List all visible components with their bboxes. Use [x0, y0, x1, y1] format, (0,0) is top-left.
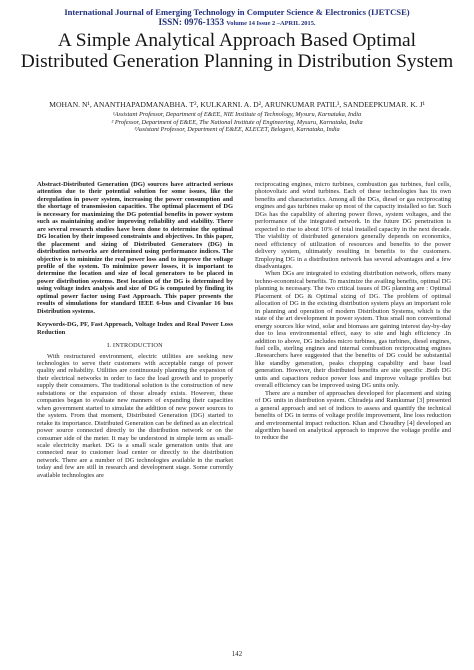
introduction-paragraph: With restructured environment, electric utilities are seeking new technologies to serve their customers with acceptable range of power quality and reliability. Utilities are continuously planning the expansion of their electrical networks in order to face the load growth and to properly supply their consumers. The traditional solution is the construction of new substations or the expansion of those already exists. However, these companies began to evaluate new manners of expanding their capacities when government started to simulate the addition of new power sources to the system. From that moment, Distributed Generation (DG) started to retake its importance. Distributed Generation can be defined as an electrical power source connected directly to the distribution network or on the consumer side of the meter. It may be understood in simple term as small-scale electricity market. DG is a small scale generation units that are connected near to customer load center or directly to the distribution network. There are a number of DG technologies available in the market today and few are still in research and development stage. Some currently available technologies are	[37, 352, 233, 479]
author-list: MOHAN. N¹, ANANTHAPADMANABHA. T², KULKARNI. A. D², ARUNKUMAR PATIL³, SANDEEPKUMAR. K. J¹	[49, 100, 425, 109]
journal-issue-line	[0, 17, 474, 29]
journal-issn: ISSN: 0976-1353	[158, 17, 225, 27]
body-paragraph-3: There are a number of approaches developed for placement and sizing of DG units in distribution system. Chiradeja and Ramkumar [3] presented a general approach and set of indices to assess and quantify the technical benefits of DG in terms of voltage profile improvement, line loss reduction and environmental impact reduction. Khan and Choudhry [4] developed an algorithm based on analytical approach to improve the voltage profile and to reduce the	[255, 389, 451, 442]
affiliation-3: ³Assistant Professor, Department of E&EE, KLECET, Belagavi, Karnataka, India	[134, 126, 340, 134]
affiliation-2: ² Professor, Department of E&EE, The National Institute of Engineering, Mysuru, Karnataka, India	[111, 118, 363, 126]
left-column	[37, 181, 233, 479]
journal-header	[0, 7, 474, 29]
body-paragraph-1: reciprocating engines, micro turbines, combustion gas turbines, fuel cells, photovoltaic and wind turbines. Each of these technologies has its own benefits and characteristics. Among all the DGs, diesel or gas reciprocating engines and gas turbines make up most of the capacity installed so far. Such DGs has the capability of altering power flows, system voltages, and the performance of the integrated network. In the future DG penetration is expected to rise to about 10% of total installed capacity in the next decade. The viability of distributed generators generally depends on economics, need efficiency of utilization of resources and benefits to the power delivery system, ultimately resulting in benefits to the customers. Employing DG in a distribution network has several advantages and a few disadvantages.	[255, 181, 451, 270]
abstract: Abstract-Distributed Generation (DG) sources have attracted serious attention due to their potential solution for some issues, like the deregulation in power system, increasing the power consumption and the shortage of transmission capacities. The optimal placement of DG is necessary for maximizing the DG potential benefits in power system such as maintaining and/or improving reliability and stability. There are several research studies have been done to determine the optimal DG location by their imposed constraints and objectives. In this paper, the placement and sizing of Distributed Generators (DG) in distribution networks are determined using performance indices. The objective is to minimize the real power loss and to improve the voltage profile of the system. To minimize power losses, it is important to determine the location and size of local generators to be placed in power distribution systems. Best location of the DG is determined by using voltage index analysis and size of DG is computed by finding its optimal power factor using Fast Approach. This paper presents the results of simulations for standard IEEE 6-bus and Civanlar 16 bus Distribution systems.	[37, 181, 233, 315]
body-paragraph-2: When DGs are integrated to existing distribution network, offers many techno-economical benefits. To maximize the availing benefits, optimal DG planning is necessary. The two critical issues of DG planning are : Optimal Placement of DG & Optimal sizing of DG. The problem of optimal allocation of DG in the existing distribution system plays an important role in planning and operation of modern Distribution Systems, which is the state of the art development in power system. Thus small non conventional energy sources like wind, solar and biomass are gaining interest day-by-day due to less environmental effect, easy to site and high efficiency .In addition to above, DG includes micro turbines, gas turbines, diesel engines, fuel cells, sterling engines and internal combustion reciprocating engines .Researchers have suggested that the benefits of DG could be substantial like standby generation, peaks chopping capability and base load generation. However, their distributed benefits are site specific .Both DG units and capacitors reduce power loss and improve voltage profiles but overall efficiency can be improved using DG units only.	[255, 270, 451, 390]
right-column	[255, 181, 451, 442]
journal-volume: Volume 14 Issue 2 –APRIL 2015.	[226, 20, 316, 27]
journal-name: International Journal of Emerging Technology in Computer Science & Electronics (IJETCSE)	[64, 7, 410, 17]
affiliation-1: ¹Assistant Professor, Department of E&EE, NIE Institute of Technology, Mysuru, Karnataka, India	[112, 111, 362, 118]
page-number: 142	[231, 651, 243, 658]
keywords: Keywords-DG, PF, Fast Approach, Voltage Index and Real Power Loss Reduction	[37, 321, 233, 336]
affiliation-list	[0, 111, 474, 134]
paper-title: A Simple Analytical Approach Based Optimal Distributed Generation Planning in Distribution System	[20, 30, 454, 72]
section-heading-introduction: I. INTRODUCTION	[107, 342, 163, 350]
